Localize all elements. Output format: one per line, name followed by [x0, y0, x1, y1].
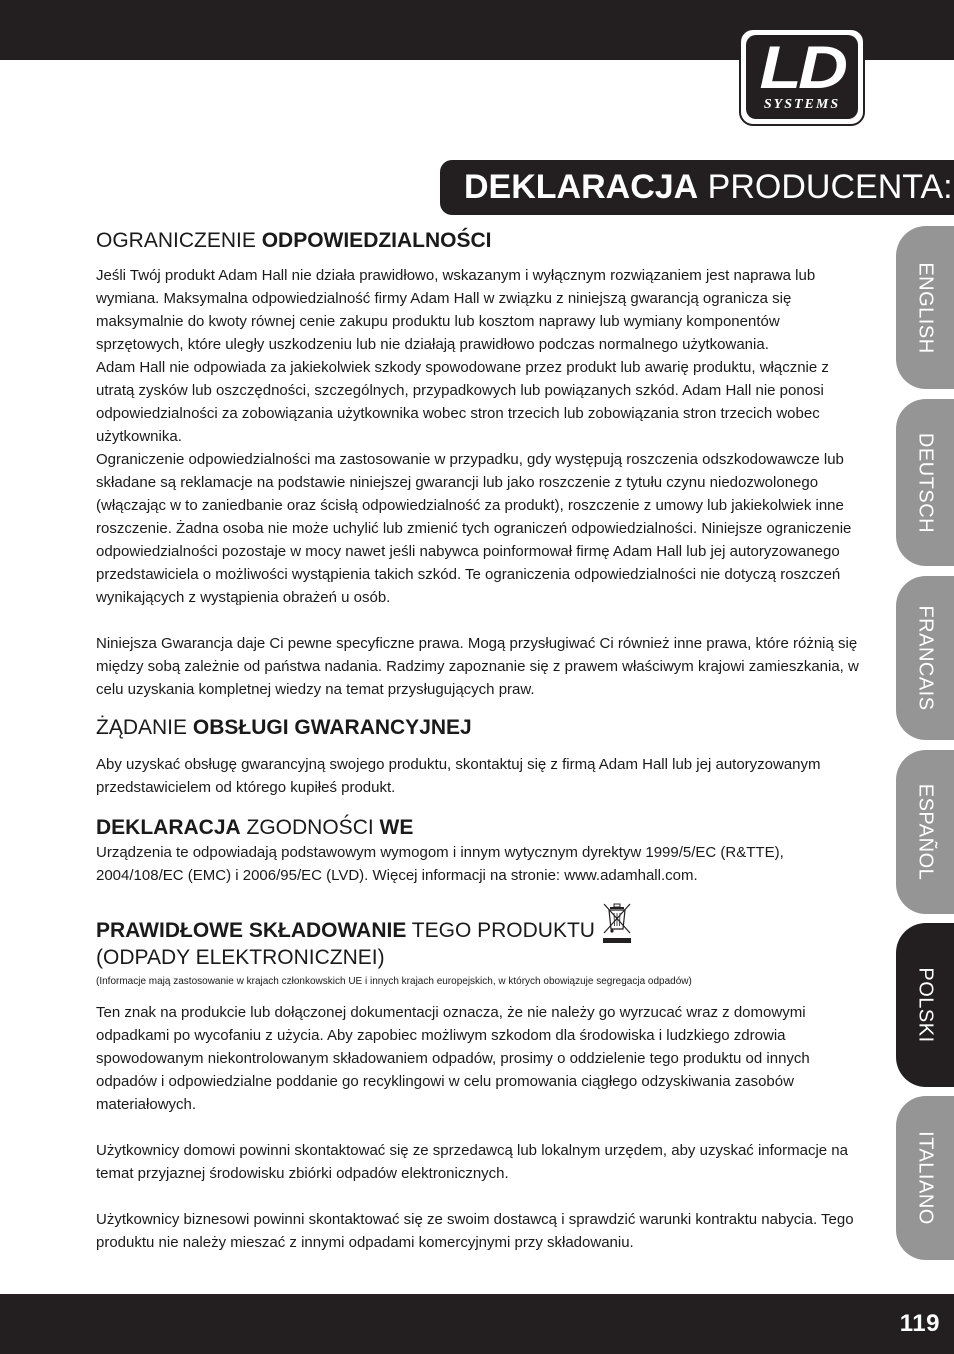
- crossed-bin-icon: [601, 901, 633, 945]
- tab-english[interactable]: [896, 226, 954, 389]
- page-number: 119: [899, 1310, 940, 1337]
- heading-bold: WE: [379, 816, 414, 839]
- heading-bold: ODPOWIEDZIALNOŚCI: [261, 229, 492, 252]
- paragraph: Użytkownicy biznesowi powinni skontaktować się ze swoim dostawcą i sprawdzić warunki kontraktu nabycia. Tego produktu nie należy mieszać z innymi odpadami komercyjnymi przy składowaniu.: [96, 1211, 854, 1251]
- ld-systems-logo: [739, 28, 865, 126]
- tab-label: ITALIANO: [914, 1131, 937, 1225]
- paragraph: Użytkownicy domowi powinni skontaktować się ze sprzedawcą lub lokalnym urzędem, aby uzyskać informacje na temat przyjaznej środowisku zbiórki odpadów elektronicznych.: [96, 1142, 848, 1182]
- tab-label: FRANCAIS: [914, 605, 937, 711]
- page-title-bold: DEKLARACJA: [464, 168, 699, 206]
- heading-regular: TEGO PRODUKTU: [406, 919, 595, 942]
- tab-label: ESPAÑOL: [914, 783, 937, 881]
- tab-espanol[interactable]: [896, 750, 954, 914]
- tab-label: ENGLISH: [914, 261, 937, 354]
- logo-text: LD: [759, 34, 845, 101]
- bottom-bar: [0, 1294, 954, 1354]
- heading-regular: ZGODNOŚCI: [240, 816, 380, 839]
- logo-subtext: SYSTEMS: [763, 97, 841, 112]
- paragraph: Niniejsza Gwarancja daje Ci pewne specyficzne prawa. Mogą przysługiwać Ci również inne prawa, które różnią się między sobą zależnie od państwa nadania. Radzimy zapoznanie się z prawem właściwym krajowi zamieszkania, w celu uzyskania kompletnej wiedzy na temat przysługujących praw.: [96, 635, 859, 698]
- tab-deutsch[interactable]: [896, 399, 954, 566]
- main-content: [96, 222, 866, 1254]
- section-heading-disposal: [96, 901, 866, 971]
- heading-regular: OGRANICZENIE: [96, 229, 262, 252]
- heading-bold: PRAWIDŁOWE SKŁADOWANIE: [96, 919, 407, 942]
- tab-label: DEUTSCH: [914, 432, 937, 533]
- tab-italiano[interactable]: [896, 1096, 954, 1260]
- tab-francais[interactable]: [896, 576, 954, 740]
- heading-line2: (ODPADY ELEKTRONICZNEI): [96, 946, 385, 969]
- paragraph: Adam Hall nie odpowiada za jakiekolwiek szkody spowodowane przez produkt lub awarię produktu, włącznie z utratą zysków lub oszczędności, szczególnych, przypadkowych lub powiązanych szkód. Adam Hall nie ponosi odpowiedzialności za zobowiązania użytkownika wobec stron trzecich lub zobowiązania stron trzecich wobec użytkownika.: [96, 359, 829, 445]
- tab-polski[interactable]: [896, 923, 954, 1087]
- section-heading-conformity: [96, 815, 866, 841]
- paragraph: Ograniczenie odpowiedzialności ma zastosowanie w przypadku, gdy występują roszczenia odszkodowawcze lub składane są reklamacje na podstawie niniejszej gwarancji lub jako roszczenie z tytułu czynu niedozwolonego (włączając w to zaniedbanie oraz ścisłą odpowiedzialność za produkt), roszczenie z umowy lub jakiekolwiek inne roszczenie. Żadna osoba nie może uchylić lub zmienić tych ograniczeń odpowiedzialności. Niniejsze ograniczenie odpowiedzialności pozostaje w mocy nawet jeśli nabywca poinformował firmę Adam Hall lub jej autoryzowanego przedstawiciela o możliwości wystąpienia takich szkód. Te ograniczenia odpowiedzialności nie dotyczą roszczeń wynikających z wystąpienia obrażeń u osób.: [96, 451, 852, 606]
- note: (Informacje mają zastosowanie w krajach członkowskich UE i innych krajach europejskich, w których obowiązuje segregacja odpadów): [96, 976, 692, 987]
- heading-bold: DEKLARACJA: [96, 816, 241, 839]
- section-heading-service: [96, 715, 866, 741]
- page-title: [440, 160, 954, 215]
- paragraph: Ten znak na produkcie lub dołączonej dokumentacji oznacza, że nie należy go wyrzucać wraz z domowymi odpadkami po wycofaniu z użycia. Aby zapobiec możliwym szkodom dla środowiska i ludzkiego zdrowia spowodowanym niekontrolowanym składowaniem odpadów, prosimy o oddzielenie tego produktu od innych odpadów i odpowiedzialne poddanie go recyklingowi w celu promowania ciągłego odzyskiwania zasobów materiałowych.: [96, 1004, 810, 1113]
- section-heading-liability: [96, 228, 866, 254]
- paragraph: Jeśli Twój produkt Adam Hall nie działa prawidłowo, wskazanym i wyłącznym rozwiązaniem jest naprawa lub wymiana. Maksymalna odpowiedzialność firmy Adam Hall w związku z niniejszą gwarancją ogranicza się maksymalnie do kwoty równej cenie zakupu produktu lub kosztom naprawy lub wymiany komponentów sprzętowych, które uległy uszkodzeniu lub nie działają prawidłowo podczas normalnego użytkowania.: [96, 267, 816, 353]
- tab-label: POLSKI: [914, 967, 937, 1043]
- heading-regular: ŻĄDANIE: [96, 716, 193, 739]
- page-title-regular: PRODUCENTA:: [698, 168, 953, 206]
- heading-bold: OBSŁUGI GWARANCYJNEJ: [192, 716, 472, 739]
- paragraph: Aby uzyskać obsługę gwarancyjną swojego produktu, skontaktuj się z firmą Adam Hall lub jej autoryzowanym przedstawicielem od którego kupiłeś produkt.: [96, 756, 821, 796]
- paragraph: Urządzenia te odpowiadają podstawowym wymogom i innym wytycznym dyrektyw 1999/5/EC (R&TTE), 2004/108/EC (EMC) i 2006/95/EC (LVD). Więcej informacji na stronie: www.adamhall.com.: [96, 844, 784, 884]
